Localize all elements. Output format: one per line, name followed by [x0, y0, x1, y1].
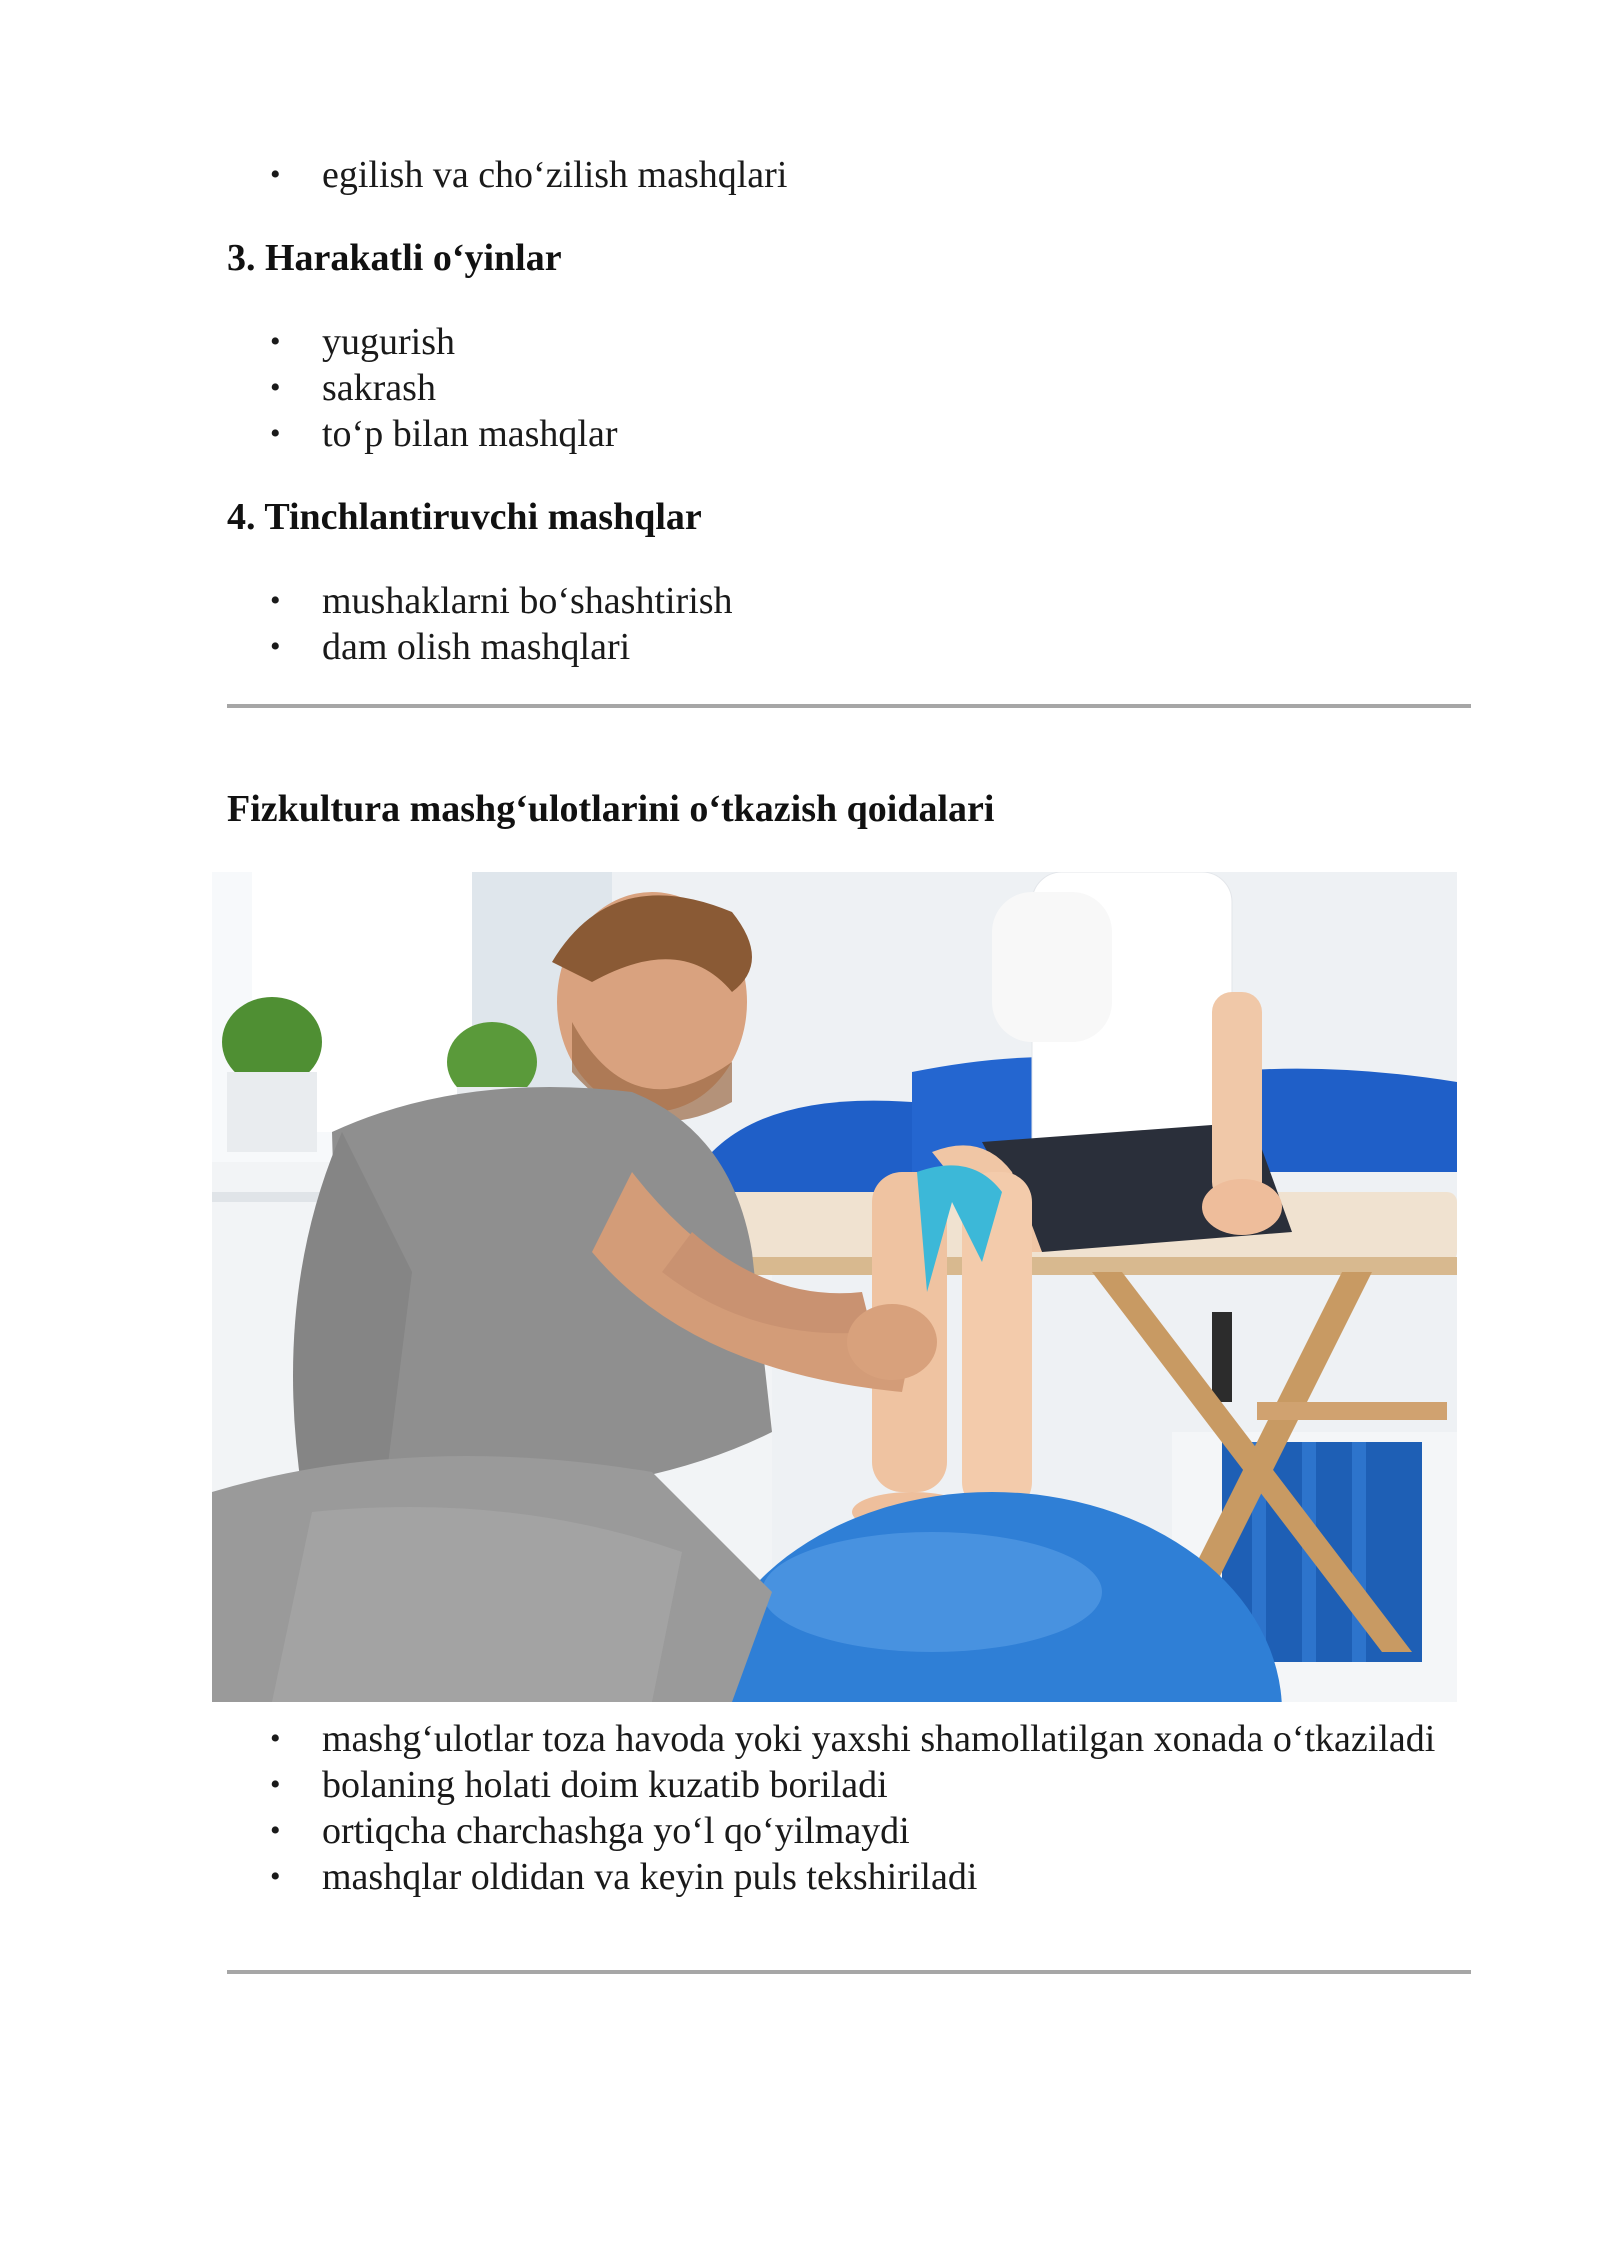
list-item: • mushaklarni bo‘shashtirish: [270, 580, 733, 622]
horizontal-divider: [227, 1970, 1471, 1974]
active-games-list: [270, 319, 617, 457]
bullet-icon: •: [270, 1860, 281, 1893]
bullet-icon: •: [270, 1722, 281, 1755]
horizontal-divider: [227, 704, 1471, 708]
list-item: • mashqlar oldidan va keyin puls tekshiriladi: [270, 1856, 978, 1898]
bullet-icon: •: [270, 417, 281, 450]
section-heading-calming-exercises: 4. Tinchlantiruvchi mashqlar: [227, 496, 702, 538]
list-item: • yugurish: [270, 321, 455, 363]
list-item: • ortiqcha charchashga yo‘l qo‘yilmaydi: [270, 1810, 910, 1852]
bullet-icon: •: [270, 630, 281, 663]
list-item: • to‘p bilan mashqlar: [270, 413, 618, 455]
bullet-icon: •: [270, 584, 281, 617]
bullet-icon: •: [270, 1768, 281, 1801]
therapy-photo: [212, 872, 1457, 1702]
exercise-list-top: [270, 152, 787, 198]
calming-exercises-list: [270, 578, 733, 670]
section-heading-active-games: 3. Harakatli o‘yinlar: [227, 237, 562, 279]
list-item: • bolaning holati doim kuzatib boriladi: [270, 1764, 888, 1806]
list-item: • dam olish mashqlari: [270, 626, 631, 668]
bullet-icon: •: [270, 325, 281, 358]
list-item: • sakrash: [270, 367, 436, 409]
bullet-icon: •: [270, 371, 281, 404]
rules-list: [270, 1716, 1470, 1900]
bullet-icon: •: [270, 1814, 281, 1847]
photo-illustration: [212, 872, 1457, 1702]
bullet-icon: •: [270, 158, 281, 191]
section-heading-rules: Fizkultura mashg‘ulotlarini o‘tkazish qoidalari: [227, 788, 995, 830]
list-item: • egilish va cho‘zilish mashqlari: [270, 154, 788, 196]
list-item: • mashg‘ulotlar toza havoda yoki yaxshi shamollatilgan xonada o‘tkaziladi: [270, 1718, 1436, 1760]
